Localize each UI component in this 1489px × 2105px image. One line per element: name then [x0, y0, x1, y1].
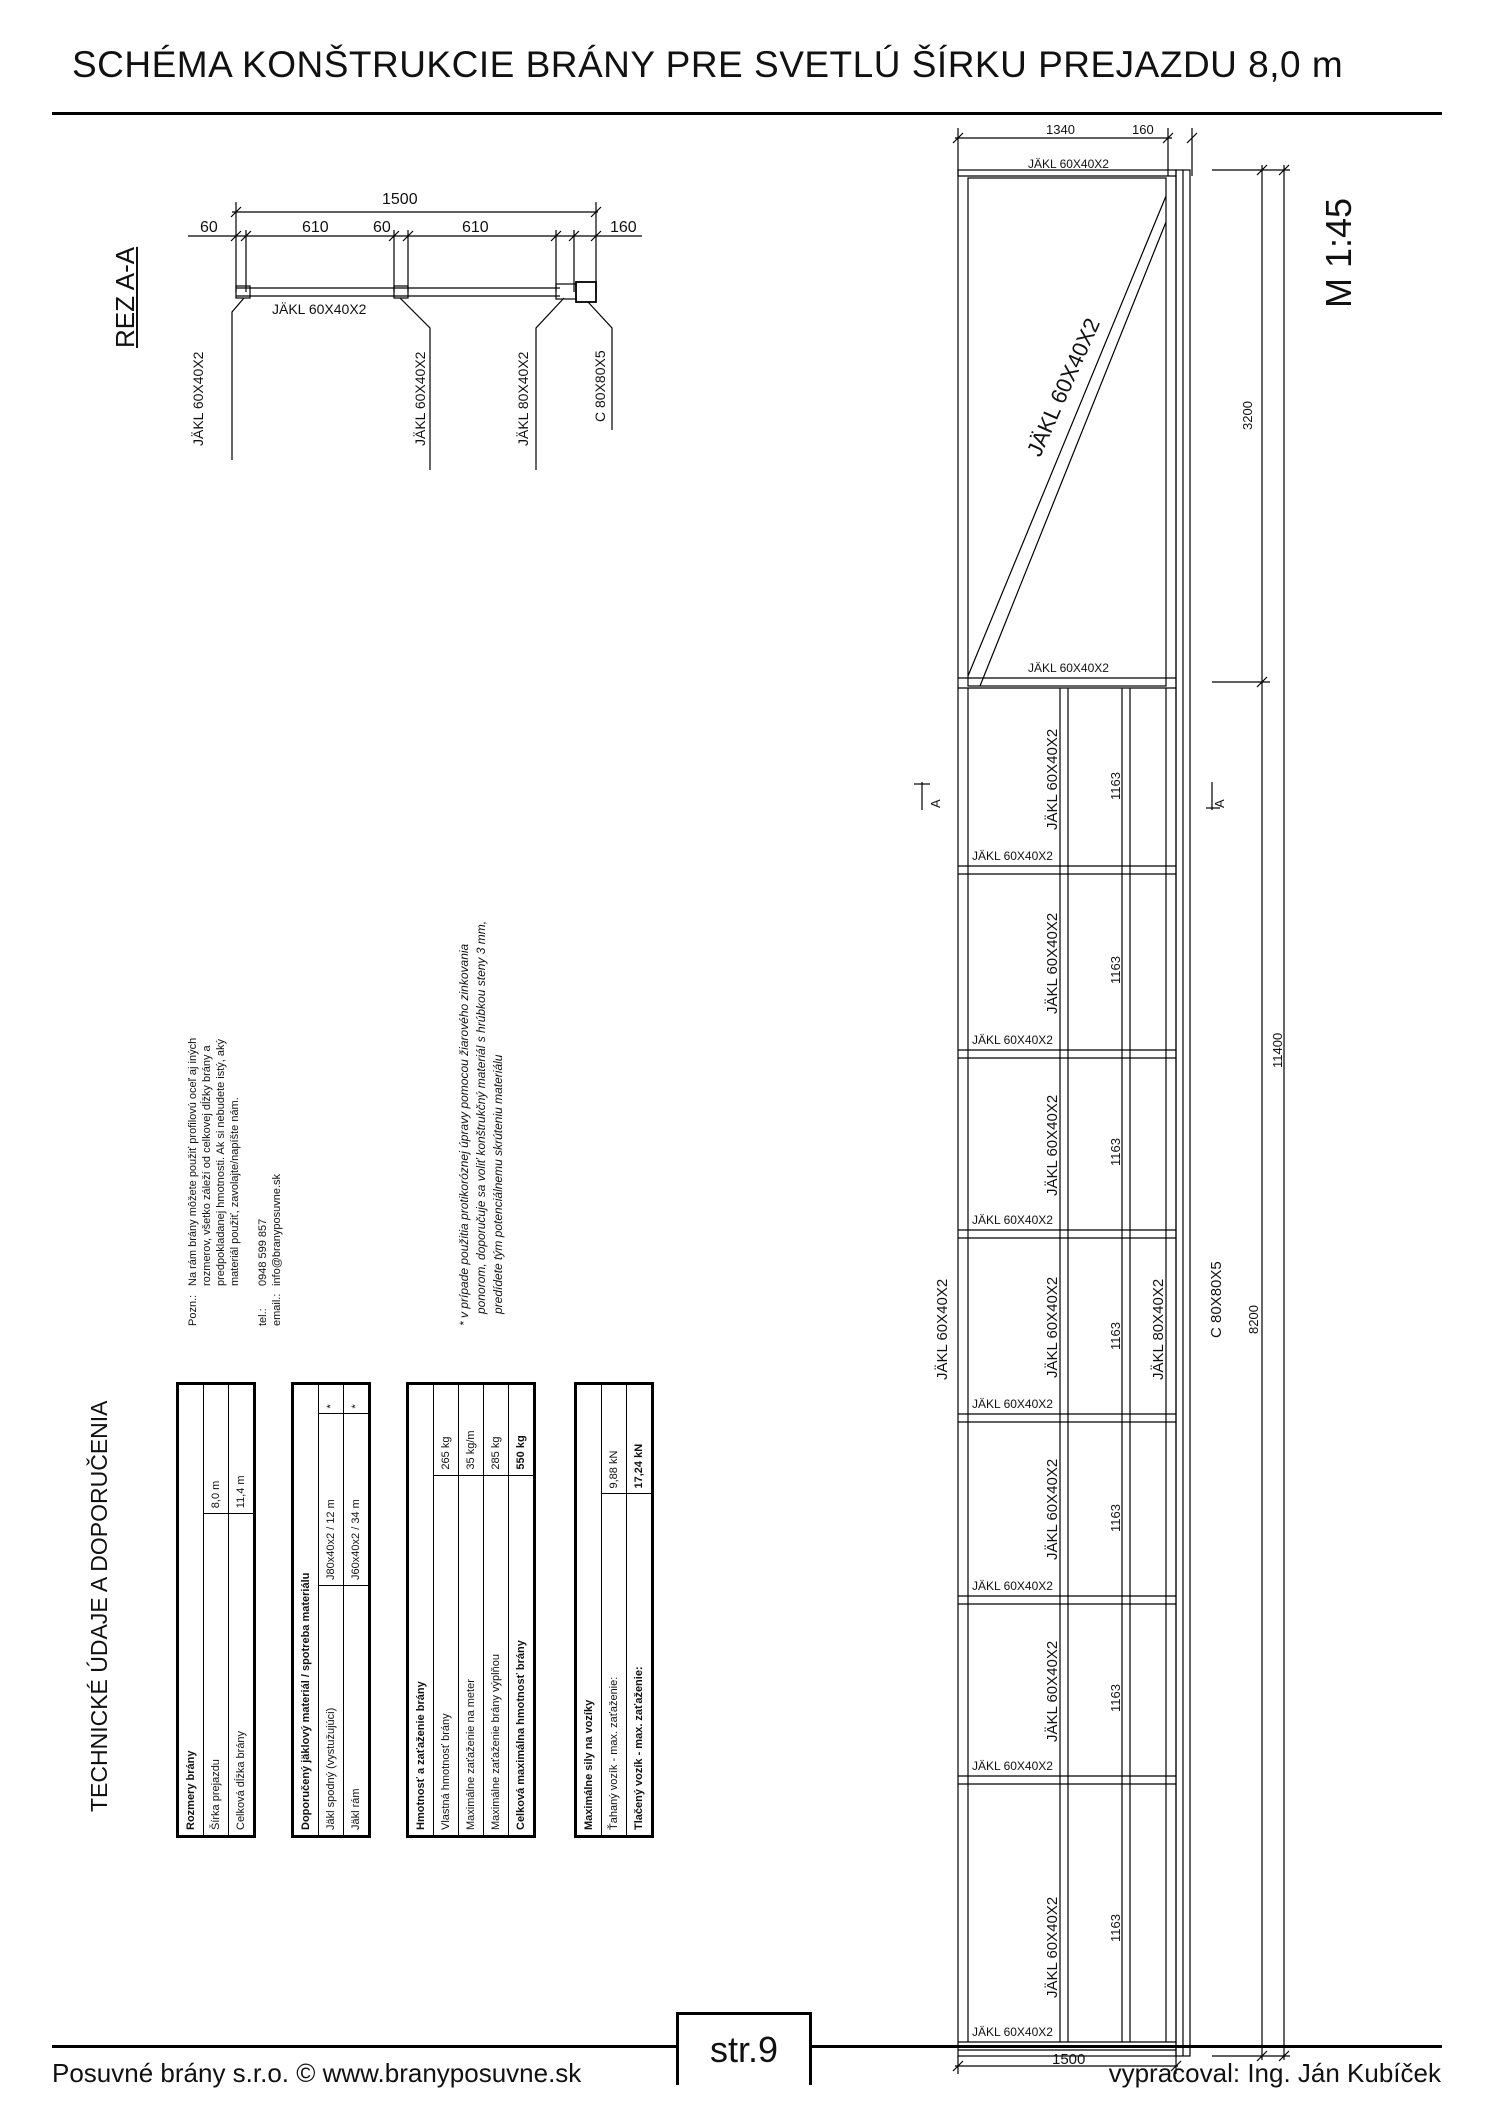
table-cell: Tlačený vozík - max. zaťaženie:: [627, 1494, 653, 1837]
table-cell: *: [319, 1384, 344, 1414]
panel-label-3: JÄKL 60X40X2: [1044, 1094, 1061, 1196]
footer-author: vypracoval: Ing. Ján Kubíček: [1108, 2058, 1441, 2088]
dim-11400: 11400: [1270, 1032, 1285, 1068]
bottom-beam-label: JÄKL 80X40X2: [1150, 1278, 1167, 1380]
rail-label-6: JÄKL 60X40X2: [972, 1759, 1053, 1773]
gate-top-label: JÄKL 60X40X2: [1028, 157, 1109, 171]
panel-label-5: JÄKL 60X40X2: [1044, 1458, 1061, 1560]
table-cell: 35 kg/m: [459, 1384, 484, 1476]
table-cell: Jäkl spodný (vystužujúci): [319, 1585, 344, 1836]
table-cell: Ťahaný vozík - max. zaťaženie:: [602, 1494, 627, 1837]
table-cell: 265 kg: [434, 1384, 459, 1476]
note-label: Pozn.:: [187, 1294, 199, 1326]
tel-label: tel.:: [257, 1308, 269, 1326]
table-cell: 285 kg: [484, 1384, 509, 1476]
note-line: materiál použiť, zavolajte/napíšte nám.: [229, 1097, 241, 1286]
section-label-2: JÄKL 60X40X2: [412, 351, 428, 446]
zinc-note-line: * v prípade použitia protikoróznej úpravy pomocou žiarového zinkovania: [457, 943, 471, 1326]
table-cell: Celková dĺžka brány: [229, 1514, 255, 1837]
table-cell: 8,0 m: [204, 1384, 229, 1514]
gate-upper-bottom-label: JÄKL 60X40X2: [1028, 661, 1109, 675]
table-material-header: Doporučený jäklový materiál / spotreba materiálu: [293, 1384, 319, 1837]
table-cell: J60x40x2 / 34 m: [344, 1414, 370, 1585]
table-dimensions: [176, 1382, 256, 1838]
gate-top-dim-1: 1340: [1046, 122, 1075, 137]
note-line: rozmerov, všetko záleží od celkovej dĺžky brány a: [201, 1045, 213, 1286]
email-value: info@branyposuvne.sk: [271, 1173, 283, 1286]
table-cell: 11,4 m: [229, 1384, 255, 1514]
table-forces: [574, 1382, 654, 1838]
rail-label-2: JÄKL 60X40X2: [972, 1033, 1053, 1047]
rail-label-7: JÄKL 60X40X2: [972, 2025, 1053, 2039]
zinc-note: [456, 921, 507, 1326]
zinc-note-line: predídete tým potenciálnemu skrúteniu materiálu: [491, 1054, 505, 1314]
section-title: REZ A-A: [110, 246, 140, 348]
panel-label-1: JÄKL 60X40X2: [1044, 728, 1061, 830]
panel-label-4: JÄKL 60X40X2: [1044, 1276, 1061, 1378]
panel-label-7: JÄKL 60X40X2: [1044, 1896, 1061, 1998]
page-title: SCHÉMA KONŠTRUKCIE BRÁNY PRE SVETLÚ ŠÍRKU PREJAZDU 8,0 m: [72, 44, 1344, 85]
table-weight: [406, 1382, 536, 1838]
table-cell: Celková maximálna hmotnosť brány: [509, 1475, 535, 1836]
section-dim-5: 160: [610, 219, 637, 236]
panel-dim-7: 1163: [1108, 1914, 1123, 1942]
page-number: str.9: [676, 2012, 812, 2085]
table-dimensions-header: Rozmery brány: [178, 1384, 204, 1837]
zinc-note-line: ponorom, doporučuje sa voliť konštrukčný materiál s hrúbkou steny 3 mm,: [474, 920, 488, 1314]
section-total-dim: 1500: [382, 191, 418, 208]
table-cell: J80x40x2 / 12 m: [319, 1414, 344, 1585]
table-forces-header: Maximálne sily na vozíky: [576, 1384, 602, 1837]
table-weight-header: Hmotnosť a zaťaženie brány: [408, 1384, 434, 1837]
note-line: Na rám brány môžete použiť profilovú oceľ aj iných: [187, 1037, 199, 1286]
footer-divider-left: [52, 2045, 676, 2048]
section-label-3: JÄKL 80X40X2: [515, 351, 531, 446]
panel-dim-1: 1163: [1108, 772, 1123, 800]
panel-dim-5: 1163: [1108, 1504, 1123, 1532]
section-dim-1: 60: [200, 219, 218, 236]
gate-diagonal-label: JÄKL 60X40X2: [1021, 314, 1105, 461]
gate-top-dim-2: 160: [1132, 122, 1154, 137]
panel-dim-3: 1163: [1108, 1138, 1123, 1166]
table-cell: *: [344, 1384, 370, 1414]
left-post-label: JÄKL 60X40X2: [934, 1278, 951, 1380]
section-mark-left: A: [928, 799, 943, 808]
table-cell: Vlastná hmotnosť brány: [434, 1475, 459, 1836]
table-cell: Maximálne zaťaženie na meter: [459, 1475, 484, 1836]
dim-3200: 3200: [1240, 401, 1255, 430]
panel-dim-4: 1163: [1108, 1322, 1123, 1350]
table-cell: 550 kg: [509, 1384, 535, 1476]
table-cell: Šírka prejazdu: [204, 1514, 229, 1837]
rail-label-5: JÄKL 60X40X2: [972, 1579, 1053, 1593]
table-cell: Jäkl rám: [344, 1585, 370, 1836]
rail-label-1: JÄKL 60X40X2: [972, 849, 1053, 863]
footer-divider-right: [806, 2045, 1442, 2048]
rail-label-3: JÄKL 60X40X2: [972, 1213, 1053, 1227]
section-dim-4: 610: [462, 219, 489, 236]
table-cell: 17,24 kN: [627, 1384, 653, 1495]
panel-dim-2: 1163: [1108, 956, 1123, 984]
section-label-4: C 80X80X5: [592, 350, 608, 422]
section-label-1: JÄKL 60X40X2: [190, 351, 206, 446]
rail-label-4: JÄKL 60X40X2: [972, 1397, 1053, 1411]
section-mark-right: A: [1212, 799, 1227, 808]
table-cell: 9,88 kN: [602, 1384, 627, 1495]
tel-value: 0948 599 857: [257, 1218, 269, 1286]
section-dim-3: 60: [373, 219, 391, 236]
panel-label-6: JÄKL 60X40X2: [1044, 1640, 1061, 1742]
section-inline-label: JÄKL 60X40X2: [272, 301, 367, 317]
table-material: [291, 1382, 371, 1838]
gate-bottom-dim: 1500: [1052, 2051, 1086, 2068]
panel-label-2: JÄKL 60X40X2: [1044, 912, 1061, 1014]
panel-dim-6: 1163: [1108, 1684, 1123, 1712]
email-label: email.:: [271, 1293, 283, 1326]
table-cell: Maximálne zaťaženie brány výplňou: [484, 1475, 509, 1836]
section-dim-2: 610: [302, 219, 329, 236]
scale-label: M 1:45: [1318, 197, 1359, 308]
note-block: [186, 1038, 284, 1326]
track-label: C 80X80X5: [1208, 1261, 1225, 1338]
dim-8200: 8200: [1246, 1305, 1261, 1334]
note-line: predpokladanej hmotnosti. Ak si nebudete istý, aký: [215, 1038, 227, 1286]
footer-company: Posuvné brány s.r.o. © www.branyposuvne.sk: [52, 2058, 582, 2088]
tech-heading: TECHNICKÉ ÚDAJE A DOPORUČENIA: [86, 1400, 112, 1812]
